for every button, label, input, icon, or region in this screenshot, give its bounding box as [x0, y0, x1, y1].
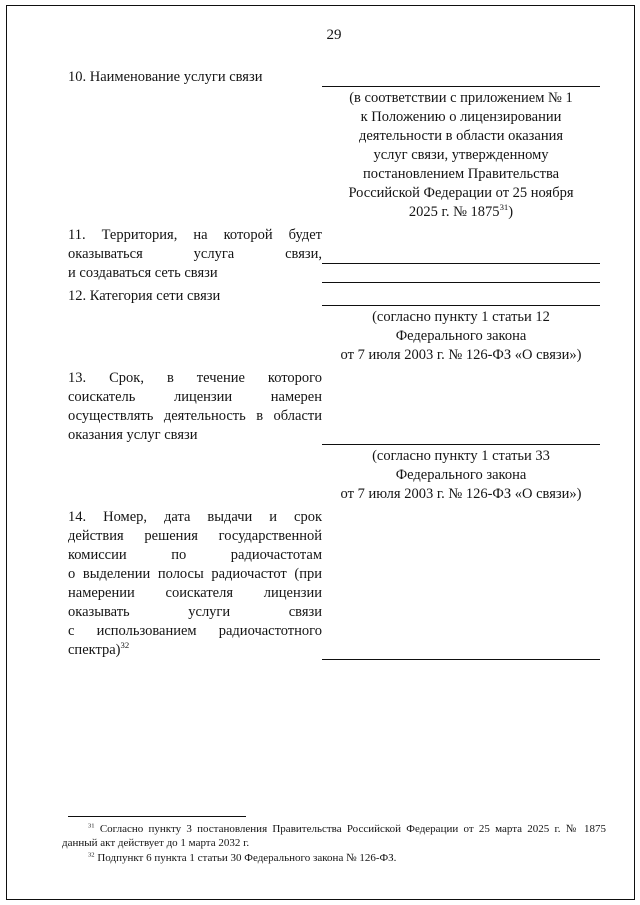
footnote-2-text: Подпункт 6 пункта 1 статьи 30 Федерального закона № 126-ФЗ. [97, 851, 397, 864]
item-13-blank-line [322, 426, 600, 445]
item-14-right-column [322, 508, 600, 660]
spacer [322, 226, 600, 245]
note-text: 2025 г. № 1875 [408, 204, 500, 220]
footnote-divider [68, 816, 246, 817]
footnote-1-text: Согласно пункту 3 постановления Правительства Российской Федерации от 25 марта 2025 г. № 1875 данный акт действует до 1 марта 2032 г. [62, 822, 606, 849]
item-14-blank-line [322, 641, 600, 660]
item-13-right-column [322, 369, 600, 504]
spacer [322, 369, 600, 426]
page-number: 29 [326, 27, 342, 43]
footnotes-section [62, 816, 606, 866]
item-13-label-line: оказания услуг связи [68, 427, 198, 443]
item-10-right-column [322, 68, 600, 222]
item-14-label-line: намерении соискателя лицензии [68, 585, 322, 601]
note-line: Российской Федерации от 25 ноября [348, 185, 574, 201]
note-line: услуг связи, утвержденному [373, 147, 549, 163]
item-14-label-line: о выделении полосы радиочастот (при [68, 566, 322, 582]
item-13-label [68, 369, 322, 504]
item-13-label-line: 13. Срок, в течение которого [68, 370, 322, 386]
item-10-blank-line [322, 68, 600, 87]
note-line [322, 203, 600, 222]
item-11-blank-line-2 [322, 264, 600, 283]
item-13-note [322, 447, 600, 504]
spacer [322, 508, 600, 641]
item-14-label-line [68, 641, 322, 660]
form-item-10 [68, 68, 600, 222]
footnote-2-marker: 32 [88, 850, 95, 858]
item-13-label-line: осуществлять деятельность в области [68, 408, 322, 424]
footnote-1 [62, 822, 606, 851]
form-item-11 [68, 226, 600, 283]
note-line: деятельности в области оказания [358, 128, 564, 144]
form-item-13 [68, 369, 600, 504]
item-12-blank-line [322, 287, 600, 306]
item-11-label-line: оказываться услуга связи, [68, 246, 322, 262]
item-14-label [68, 508, 322, 660]
note-line: от 7 июля 2003 г. № 126-ФЗ «О связи») [340, 486, 582, 502]
item-10-label-line: 10. Наименование услуги связи [68, 69, 263, 85]
item-10-note [322, 89, 600, 222]
footnote-ref-31: 31 [499, 202, 509, 213]
note-line: (в соответствии с приложением № 1 [349, 90, 573, 106]
item-11-label-line: и создаваться сеть связи [68, 265, 218, 281]
item-11-label [68, 226, 322, 283]
note-line: к Положению о лицензировании [360, 109, 562, 125]
item-14-label-line: 14. Номер, дата выдачи и срок [68, 509, 322, 525]
item-14-label-line: с использованием радиочастотного [68, 623, 322, 639]
note-line: постановлением Правительства [362, 166, 560, 182]
item-14-label-line: действия решения государственной [68, 528, 322, 544]
footnote-1-marker: 31 [88, 821, 95, 829]
note-text: ) [508, 204, 514, 220]
item-11-label-line: 11. Территория, на которой будет [68, 227, 322, 243]
note-line: (согласно пункту 1 статьи 33 [372, 448, 550, 464]
item-12-label [68, 287, 322, 365]
item-10-label [68, 68, 322, 222]
item-12-right-column [322, 287, 600, 365]
item-11-right-column [322, 226, 600, 283]
item-14-label-line: оказывать услуги связи [68, 604, 322, 620]
label-text: спектра) [68, 642, 121, 658]
form-item-12 [68, 287, 600, 365]
form-item-14 [68, 508, 600, 660]
note-line: от 7 июля 2003 г. № 126-ФЗ «О связи») [340, 347, 582, 363]
item-12-note [322, 308, 600, 365]
item-14-label-line: комиссии по радиочастотам [68, 547, 322, 563]
footnote-ref-32: 32 [120, 640, 130, 651]
item-12-label-line: 12. Категория сети связи [68, 288, 221, 304]
item-11-blank-line-1 [322, 245, 600, 264]
note-line: Федерального закона [395, 467, 527, 483]
footnote-2 [62, 851, 606, 866]
note-line: Федерального закона [395, 328, 527, 344]
item-13-label-line: соискатель лицензии намерен [68, 389, 322, 405]
note-line: (согласно пункту 1 статьи 12 [372, 309, 550, 325]
